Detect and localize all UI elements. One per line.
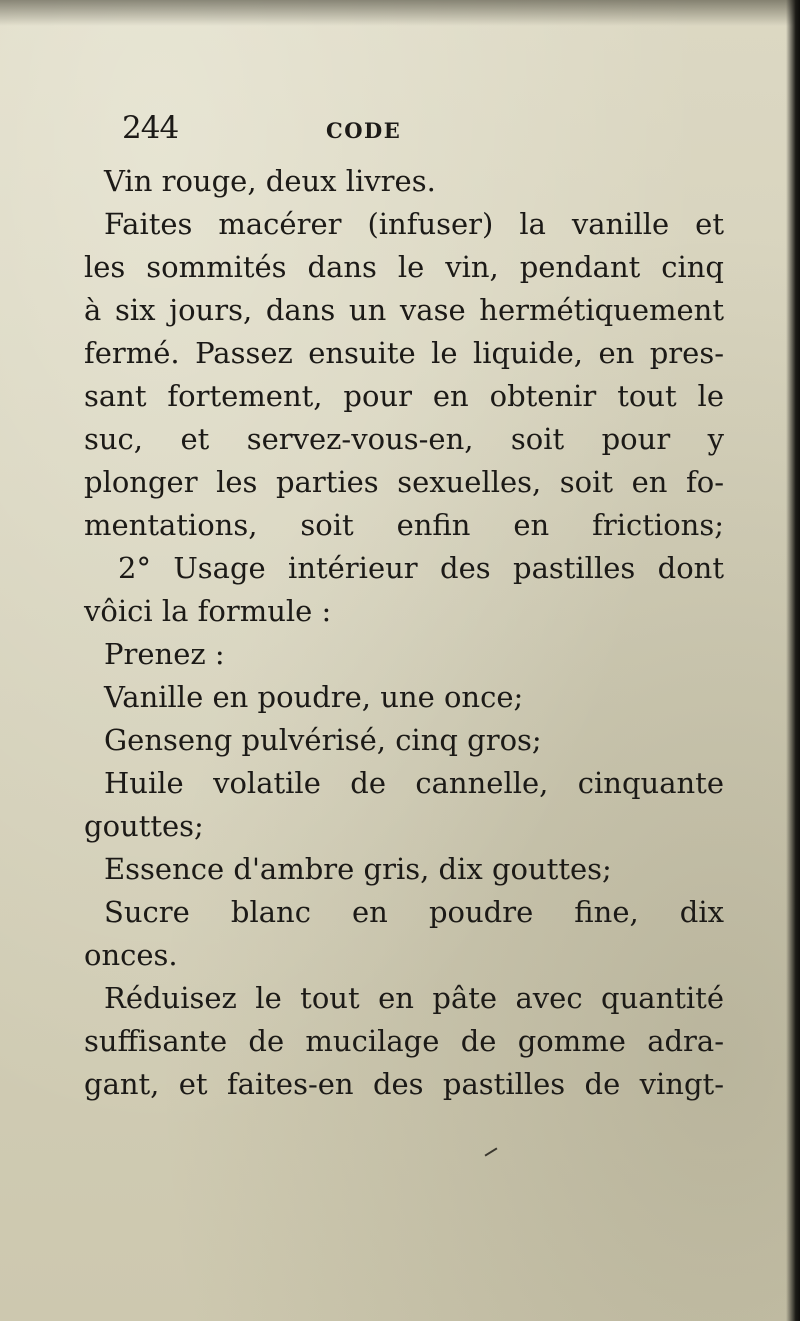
text-line: Genseng pulvérisé, cinq gros; [104,723,542,757]
text-line: fermé. Passez ensuite le liquide, en pres- [84,336,724,370]
text-line: Essence d'ambre gris, dix gouttes; [104,852,612,886]
text-line: gouttes; [84,809,204,843]
text-line: mentations, soit enfin en frictions; [84,508,724,542]
text-line: Sucre blanc en poudre fine, dix [104,895,724,929]
ink-mark [485,1147,498,1156]
text-line: Vin rouge, deux livres. [104,164,436,198]
text-line: Prenez : [104,637,225,671]
page-number: 244 [122,110,179,146]
text-line: Faites macérer (infuser) la vanille et [104,207,724,241]
text-line: plonger les parties sexuelles, soit en fo- [84,465,724,499]
text-line: suffisante de mucilage de gomme adra- [84,1024,724,1058]
page-binding-edge [786,0,800,1321]
text-line: les sommités dans le vin, pendant cinq [84,250,724,284]
text-line: Huile volatile de cannelle, cinquante [104,766,724,800]
body-text [84,160,724,1106]
text-line: 2° Usage intérieur des pastilles dont [118,551,724,585]
text-line: Vanille en poudre, une once; [104,680,524,714]
text-line: Réduisez le tout en pâte avec quantité [104,981,724,1015]
running-head: CODE [326,118,402,143]
text-line: vôici la formule : [84,594,332,628]
page-header [0,104,800,154]
page-top-shadow [0,0,800,26]
text-line: suc, et servez-vous-en, soit pour y [84,422,724,456]
text-line: à six jours, dans un vase hermétiquement [84,293,724,327]
text-line: sant fortement, pour en obtenir tout le [84,379,724,413]
text-line: gant, et faites-en des pastilles de vingt- [84,1067,724,1101]
text-line: onces. [84,938,178,972]
